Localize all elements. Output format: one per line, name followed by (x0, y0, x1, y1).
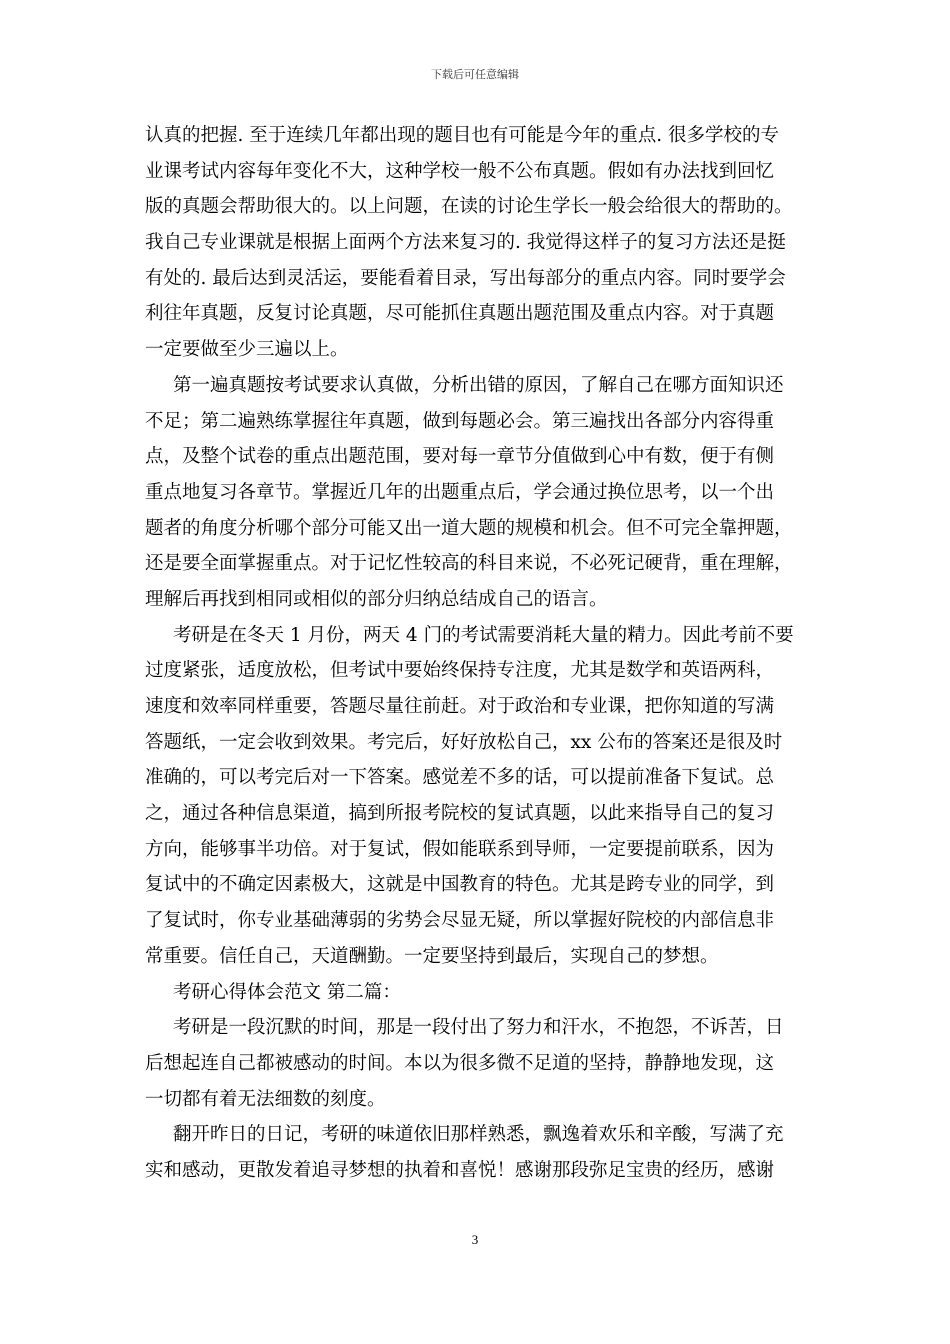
text-line: 我自己专业课就是根据上面两个方法来复习的. 我觉得这样子的复习方法还是挺 (145, 232, 786, 254)
body-text (145, 118, 813, 1189)
paragraph-start-line: 考研是在冬天 1 月份，两天 4 门的考试需要消耗大量的精力。因此考前不要 (173, 624, 794, 646)
section-heading: 考研心得体会范文 第二篇： (173, 981, 401, 1003)
paragraph-start-line: 翻开昨日的日记，考研的味道依旧那样熟悉，飘逸着欢乐和辛酸，写满了充 (173, 1124, 784, 1146)
text-line: 业课考试内容每年变化不大，这种学校一般不公布真题。假如有办法找到回忆 (145, 160, 775, 182)
text-line: 还是要全面掌握重点。对于记忆性较高的科目来说，不必死记硬背，重在理解， (145, 553, 793, 575)
text-line: 了复试时，你专业基础薄弱的劣势会尽显无疑，所以掌握好院校的内部信息非 (145, 910, 775, 932)
text-line: 认真的把握. 至于连续几年都出现的题目也有可能是今年的重点. 很多学校的专 (145, 125, 780, 146)
text-line: 后想起连自己都被感动的时间。本以为很多微不足道的坚持，静静地发现，这 (145, 1052, 775, 1074)
paragraph-start-line: 考研是一段沉默的时间，那是一段付出了努力和汗水，不抱怨，不诉苦，日 (173, 1017, 784, 1039)
text-line: 复试中的不确定因素极大，这就是中国教育的特色。尤其是跨专业的同学，到 (145, 874, 775, 896)
text-line: 重点地复习各章节。掌握近几年的出题重点后，学会通过换位思考，以一个出 (145, 481, 775, 503)
text-line: 方向，能够事半功倍。对于复试，假如能联系到导师，一定要提前联系，因为 (145, 838, 775, 860)
text-line: 理解后再找到相同或相似的部分归纳总结成自己的语言。 (145, 588, 608, 610)
paragraph-start-line: 第一遍真题按考试要求认真做，分析出错的原因，了解自己在哪方面知识还 (173, 374, 784, 396)
text-line: 利往年真题，反复讨论真题，尽可能抓住真题出题范围及重点内容。对于真题 (145, 303, 775, 325)
page-number: 3 (471, 1232, 479, 1247)
text-line: 之，通过各种信息渠道，搞到所报考院校的复试真题，以此来指导自己的复习 (145, 803, 775, 825)
text-line: 点，及整个试卷的重点出题范围，要对每一章节分值做到心中有数，便于有侧 (145, 446, 775, 468)
text-line: 速度和效率同样重要，答题尽量往前赶。对于政治和专业课，把你知道的写满 (145, 696, 775, 717)
header-note: 下载后可任意编辑 (431, 68, 519, 81)
text-line: 实和感动，更散发着追寻梦想的执着和喜悦！感谢那段弥足宝贵的经历，感谢 (145, 1159, 775, 1181)
text-line: 一定要做至少三遍以上。 (145, 339, 349, 361)
text-line: 版的真题会帮助很大的。以上问题，在读的讨论生学长一般会给很大的帮助的。 (145, 196, 793, 218)
text-line: 准确的，可以考完后对一下答案。感觉差不多的话，可以提前准备下复试。总 (145, 767, 775, 789)
text-line: 有处的. 最后达到灵活运，要能看着目录，写出每部分的重点内容。同时要学会 (145, 267, 786, 289)
text-line: 题者的角度分析哪个部分可能又出一道大题的规模和机会。但不可完全靠押题， (145, 517, 793, 539)
text-line: 常重要。信任自己，天道酬勤。一定要坚持到最后，实现自己的梦想。 (145, 945, 719, 967)
text-line: 一切都有着无法细数的刻度。 (145, 1088, 386, 1110)
text-line: 答题纸，一定会收到效果。考完后，好好放松自己，xx 公布的答案还是很及时 (145, 731, 783, 753)
text-line: 不足；第二遍熟练掌握往年真题，做到每题必会。第三遍找出各部分内容得重 (145, 410, 775, 432)
text-line: 过度紧张，适度放松，但考试中要始终保持专注度，尤其是数学和英语两科， (145, 660, 775, 682)
